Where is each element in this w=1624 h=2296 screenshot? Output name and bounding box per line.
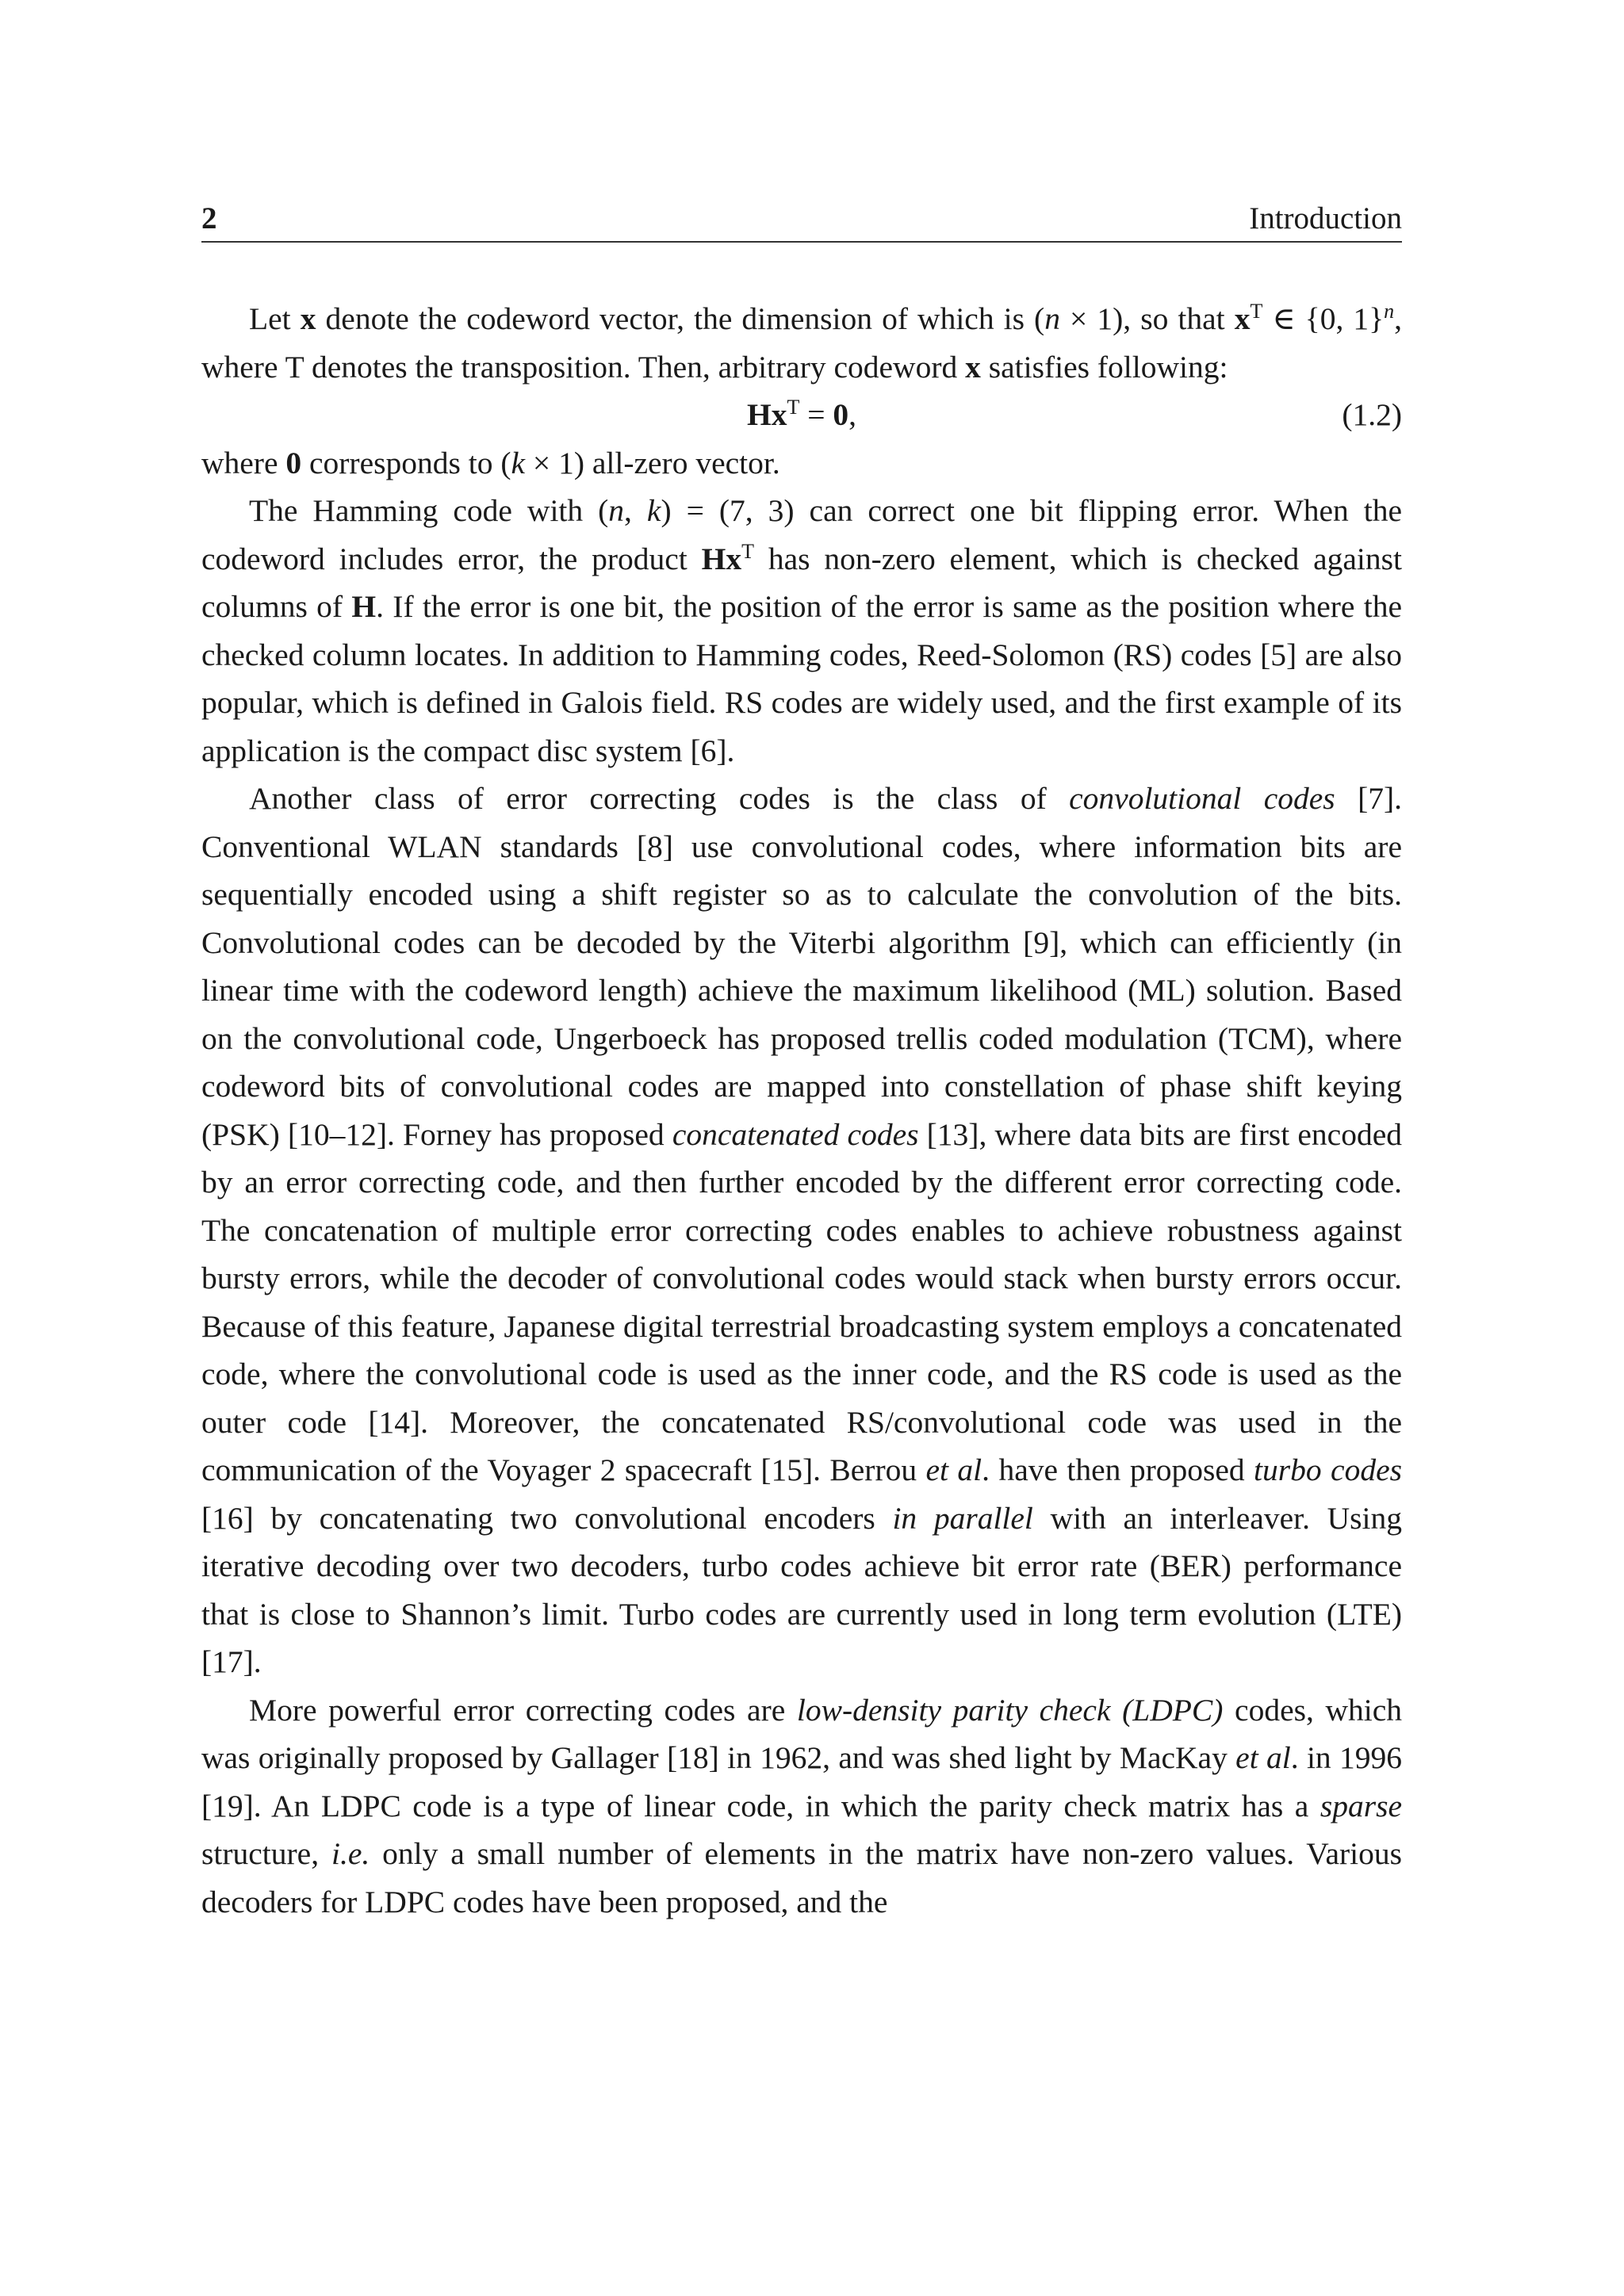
paragraph-ldpc-codes: More powerful error correcting codes are low-density parity check (LDPC) codes, which was originally proposed by Gallager [18] in 1962, and was shed light by MacKay et al. in 1996 [19]. An LDPC code is a type of linear code, in which the parity check matrix has a sparse structure, i.e. only a small number of elements in the matrix have non-zero values. Various decoders for LDPC codes have been proposed, and the (201, 1692, 1403, 1919)
paragraph-hamming-code: The Hamming code with (n, k) = (7, 3) can correct one bit flipping error. When the codeword includes error, the product $Hx^T$ has non-zero element, which is checked against columns of H. If the error is one bit, the position of the error is same as the position where the checked column locates. In addition to Hamming codes, Reed-Solomon (RS) codes [5] are also popular, which is defined in Galois field. RS codes are widely used, and the first example of its application is the compact disc system [6]. (201, 493, 1402, 768)
body-text (201, 295, 1402, 1926)
paragraph-codeword-definition: Let x denote the codeword vector, the dimension of which is (n × 1), so that $x^T$ ∈ {0, 1}$^n$, where T denotes the transposition. Then, arbitrary codeword x satisfies following: (201, 300, 1402, 385)
math-superscript-t: T (1250, 300, 1263, 323)
math-var-k: k (511, 445, 526, 480)
math-vector-x: x (965, 349, 981, 385)
math-zero-vector: 0 (285, 445, 302, 480)
page (201, 0, 1402, 2296)
math-superscript-n: n (1384, 300, 1395, 323)
paragraph-zero-vector: where 0 corresponds to (k × 1) all-zero vector. (201, 445, 780, 480)
equation-body: $Hx^T = 0$, (746, 396, 857, 432)
math-vector-x: x (1234, 301, 1251, 336)
equation-number: (1.2) (1342, 397, 1402, 432)
paragraph-convolutional-codes: Another class of error correcting codes is the class of convolutional codes [7]. Conventional WLAN standards [8] use convolutional codes, where information bits are sequentially encoded using a shift register so as to calculate the convolution of the bits. Convolutional codes can be decoded by the Viterbi algorithm [9], which can efficiently (in linear time with the codeword length) achieve the maximum likelihood (ML) solution. Based on the convolutional code, Ungerboeck has proposed trellis coded modulation (TCM), where codeword bits of convolutional codes are mapped into constellation of phase shift keying (PSK) [10–12]. Forney has proposed concatenated codes [13], where data bits are first encoded by an error correcting code, and then further encoded by the different error correcting code. The concatenation of multiple error correcting codes enables to achieve robustness against bursty errors, while the decoder of convolutional codes would stack when bursty errors occur. Because of this feature, Japanese digital terrestrial broadcasting system employs a concatenated code, where the convolutional code is used as the inner code, and the RS code is used as the outer code [14]. Moreover, the concatenated RS/convolutional code was used in the communication of the Voyager 2 spacecraft [15]. Berrou et al. have then proposed turbo codes [16] by concatenating two convolutional encoders in parallel with an interleaver. Using iterative decoding over two decoders, turbo codes achieve bit error rate (BER) performance that is close to Shannon’s limit. Turbo codes are currently used in long term evolution (LTE) [17]. (201, 781, 1402, 1679)
equation-1-2 (201, 391, 1402, 439)
math-vector-x: x (300, 301, 316, 336)
chapter-title: Introduction (1249, 201, 1402, 235)
math-var-n: n (1044, 301, 1060, 336)
page-number: 2 (201, 201, 217, 235)
running-header (201, 197, 1402, 243)
